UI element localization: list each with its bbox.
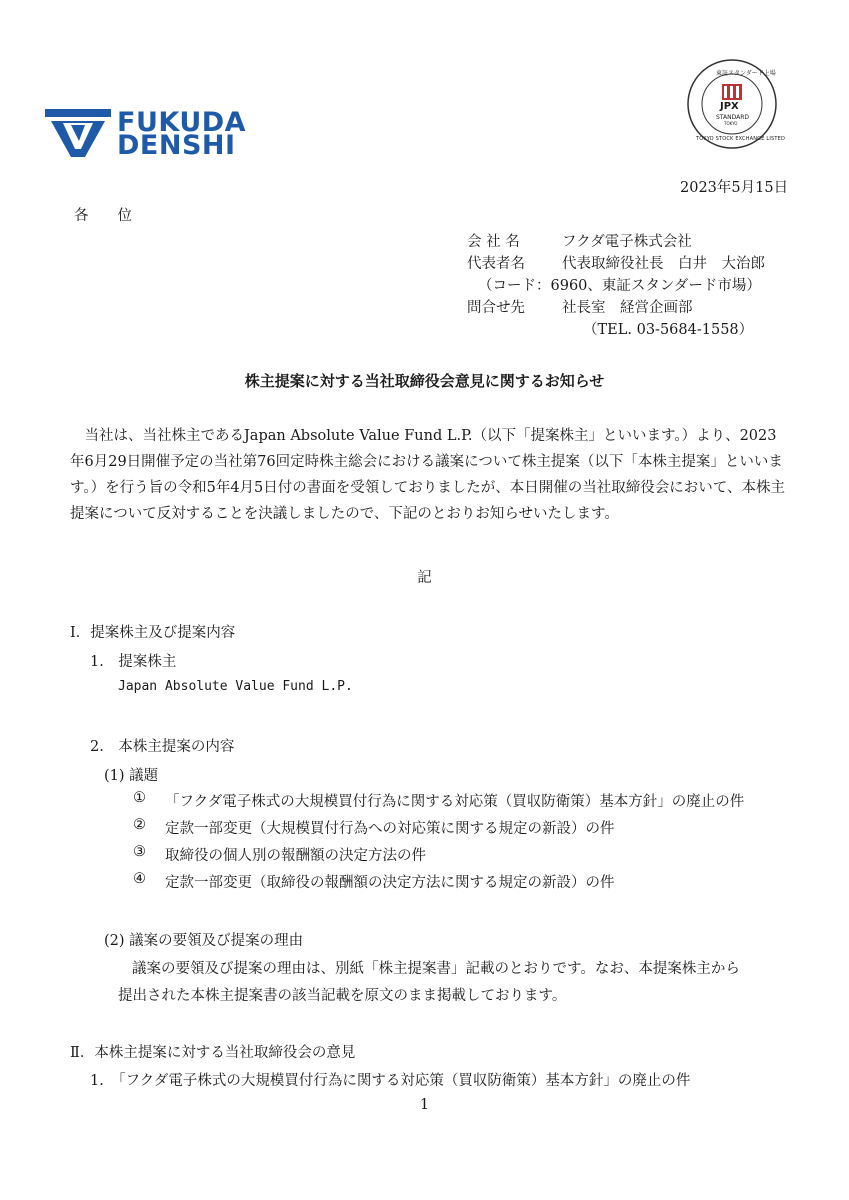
contact-department: 社長室 経営企画部	[562, 300, 693, 316]
reasons-line-1: 議案の要領及び提案の理由は、別紙「株主提案書」記載のとおりです。なお、本提案株主から	[132, 961, 740, 977]
representative: 代表取締役社長 白井 大治郎	[562, 256, 765, 272]
seal-top-text: 東証スタンダード上場	[716, 70, 776, 77]
page-number: 1	[419, 1097, 430, 1113]
section-1-2-heading: 2. 本株主提案の内容	[90, 739, 235, 755]
section-1-1-heading: 1. 提案株主	[90, 654, 177, 670]
company-logo	[45, 107, 290, 159]
logo-text-line1: FUKUDA	[117, 107, 247, 138]
agenda-item-3-text: 取締役の個人別の報酬額の決定方法の件	[165, 848, 426, 864]
logo-text-line2: DENSHI	[117, 130, 236, 161]
agenda-item-1-text: 「フクダ電子株式の大規模買付行為に関する対応策（買収防衛策）基本方針」の廃止の件	[165, 794, 745, 810]
intro-paragraph: 当社は、当社株主であるJapan Absolute Value Fund L.P.（以下「提案株主」といいます。）より、2023年6月29日開催予定の当社第76回定時株主総会における議案について株主提案（以下「本株主提案」といいます。）を行う旨の令和5年4月5日付の書面を受領しておりましたが、本日開催の当社取締役会において、本株主提案について反対することを決議しましたので、下記のとおりお知らせいたします。	[70, 428, 785, 522]
contact-tel: （TEL. 03-5684-1558）	[583, 322, 754, 338]
stock-code: （コード：6960、東証スタンダード市場）	[478, 278, 761, 294]
section-2-heading: Ⅱ．本株主提案に対する当社取締役会の意見	[70, 1045, 356, 1061]
agenda-item-3-number: ③	[133, 844, 146, 860]
ki-mark: 記	[417, 570, 432, 586]
tse-listed-seal	[686, 58, 786, 150]
representative-label: 代表者名	[467, 256, 525, 272]
company-name-label: 会 社 名	[467, 234, 520, 250]
section-1-heading: Ⅰ．提案株主及び提案内容	[70, 625, 236, 641]
agenda-item-1-number: ①	[133, 790, 146, 806]
document-title: 株主提案に対する当社取締役会意見に関するお知らせ	[244, 372, 605, 390]
proposing-shareholder: Japan Absolute Value Fund L.P.	[118, 679, 353, 694]
reasons-line-2: 提出された本株主提案書の該当記載を原文のまま掲載しております。	[118, 988, 567, 1004]
reasons-heading: (2) 議案の要領及び提案の理由	[104, 933, 304, 949]
seal-jpx-text: JPX	[720, 101, 739, 112]
contact-label: 問合せ先	[467, 300, 525, 316]
document-date: 2023年5月15日	[680, 180, 789, 196]
agenda-heading: (1) 議題	[104, 768, 159, 784]
seal-ring-text: TOKYO STOCK EXCHANGE LISTED	[696, 136, 786, 142]
agenda-item-2-number: ②	[133, 817, 146, 833]
seal-standard-text: STANDARD	[716, 114, 750, 121]
seal-tokyo-text: TOKYO	[724, 121, 738, 126]
addressee: 各 位	[74, 208, 132, 224]
fukuda-emblem-icon	[45, 109, 111, 157]
agenda-item-2-text: 定款一部変更（大規模買付行為への対応策に関する規定の新設）の件	[165, 821, 615, 837]
section-2-1-heading: 1. 「フクダ電子株式の大規模買付行為に関する対応策（買収防衛策）基本方針」の廃止の件	[90, 1073, 691, 1089]
agenda-item-4-text: 定款一部変更（取締役の報酬額の決定方法に関する規定の新設）の件	[165, 875, 615, 891]
agenda-item-4-number: ④	[133, 871, 146, 887]
company-name: フクダ電子株式会社	[562, 234, 692, 250]
